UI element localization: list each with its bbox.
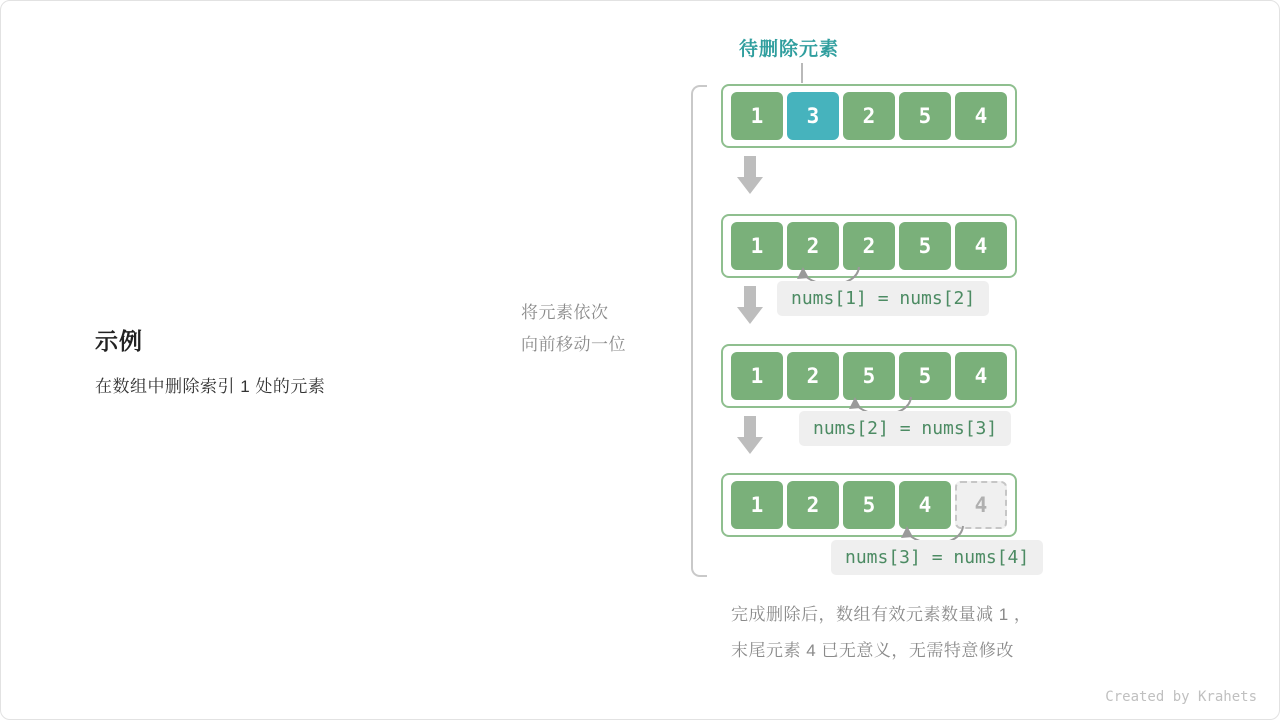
grouping-brace — [691, 85, 707, 577]
array-cell: 2 — [787, 481, 839, 529]
array-cell: 5 — [843, 352, 895, 400]
array-cell: 5 — [899, 222, 951, 270]
middle-annotation — [521, 297, 681, 361]
array-cell: 1 — [731, 92, 783, 140]
array-cell: 4 — [955, 352, 1007, 400]
down-arrow-icon — [737, 416, 763, 456]
array-cell-highlighted: 3 — [787, 92, 839, 140]
array-step3 — [721, 473, 1017, 537]
array-cell: 1 — [731, 222, 783, 270]
array-cell: 5 — [843, 481, 895, 529]
example-block — [95, 323, 475, 397]
example-title: 示例 — [95, 328, 143, 354]
label-connector-line — [801, 63, 803, 83]
array-cell: 4 — [955, 222, 1007, 270]
example-description: 在数组中删除索引 1 处的元素 — [95, 377, 326, 396]
array-step1 — [721, 214, 1017, 278]
down-arrow-icon — [737, 286, 763, 326]
bottom-annotation — [731, 597, 1201, 669]
down-arrow-icon — [737, 156, 763, 196]
array-step2 — [721, 344, 1017, 408]
array-cell: 2 — [787, 222, 839, 270]
array-cell: 1 — [731, 352, 783, 400]
array-cell: 2 — [787, 352, 839, 400]
array-cell: 5 — [899, 92, 951, 140]
array-initial — [721, 84, 1017, 148]
array-cell: 4 — [899, 481, 951, 529]
code-step-2: nums[2] = nums[3] — [799, 411, 1011, 446]
array-cell: 1 — [731, 481, 783, 529]
array-cell: 2 — [843, 92, 895, 140]
middle-annotation-line2: 向前移动一位 — [521, 335, 626, 354]
bottom-annotation-line1: 完成删除后，数组有效元素数量减 1 ， — [731, 605, 1032, 624]
code-step-3: nums[3] = nums[4] — [831, 540, 1043, 575]
bottom-annotation-line2: 末尾元素 4 已无意义，无需特意修改 — [731, 641, 1014, 660]
array-cell: 2 — [843, 222, 895, 270]
credit-text: Created by Krahets — [1105, 689, 1257, 705]
deleted-element-label: 待删除元素 — [739, 39, 840, 60]
array-cell: 5 — [899, 352, 951, 400]
code-step-1: nums[1] = nums[2] — [777, 281, 989, 316]
middle-annotation-line1: 将元素依次 — [521, 303, 609, 322]
array-cell-invalid: 4 — [955, 481, 1007, 529]
array-cell: 4 — [955, 92, 1007, 140]
